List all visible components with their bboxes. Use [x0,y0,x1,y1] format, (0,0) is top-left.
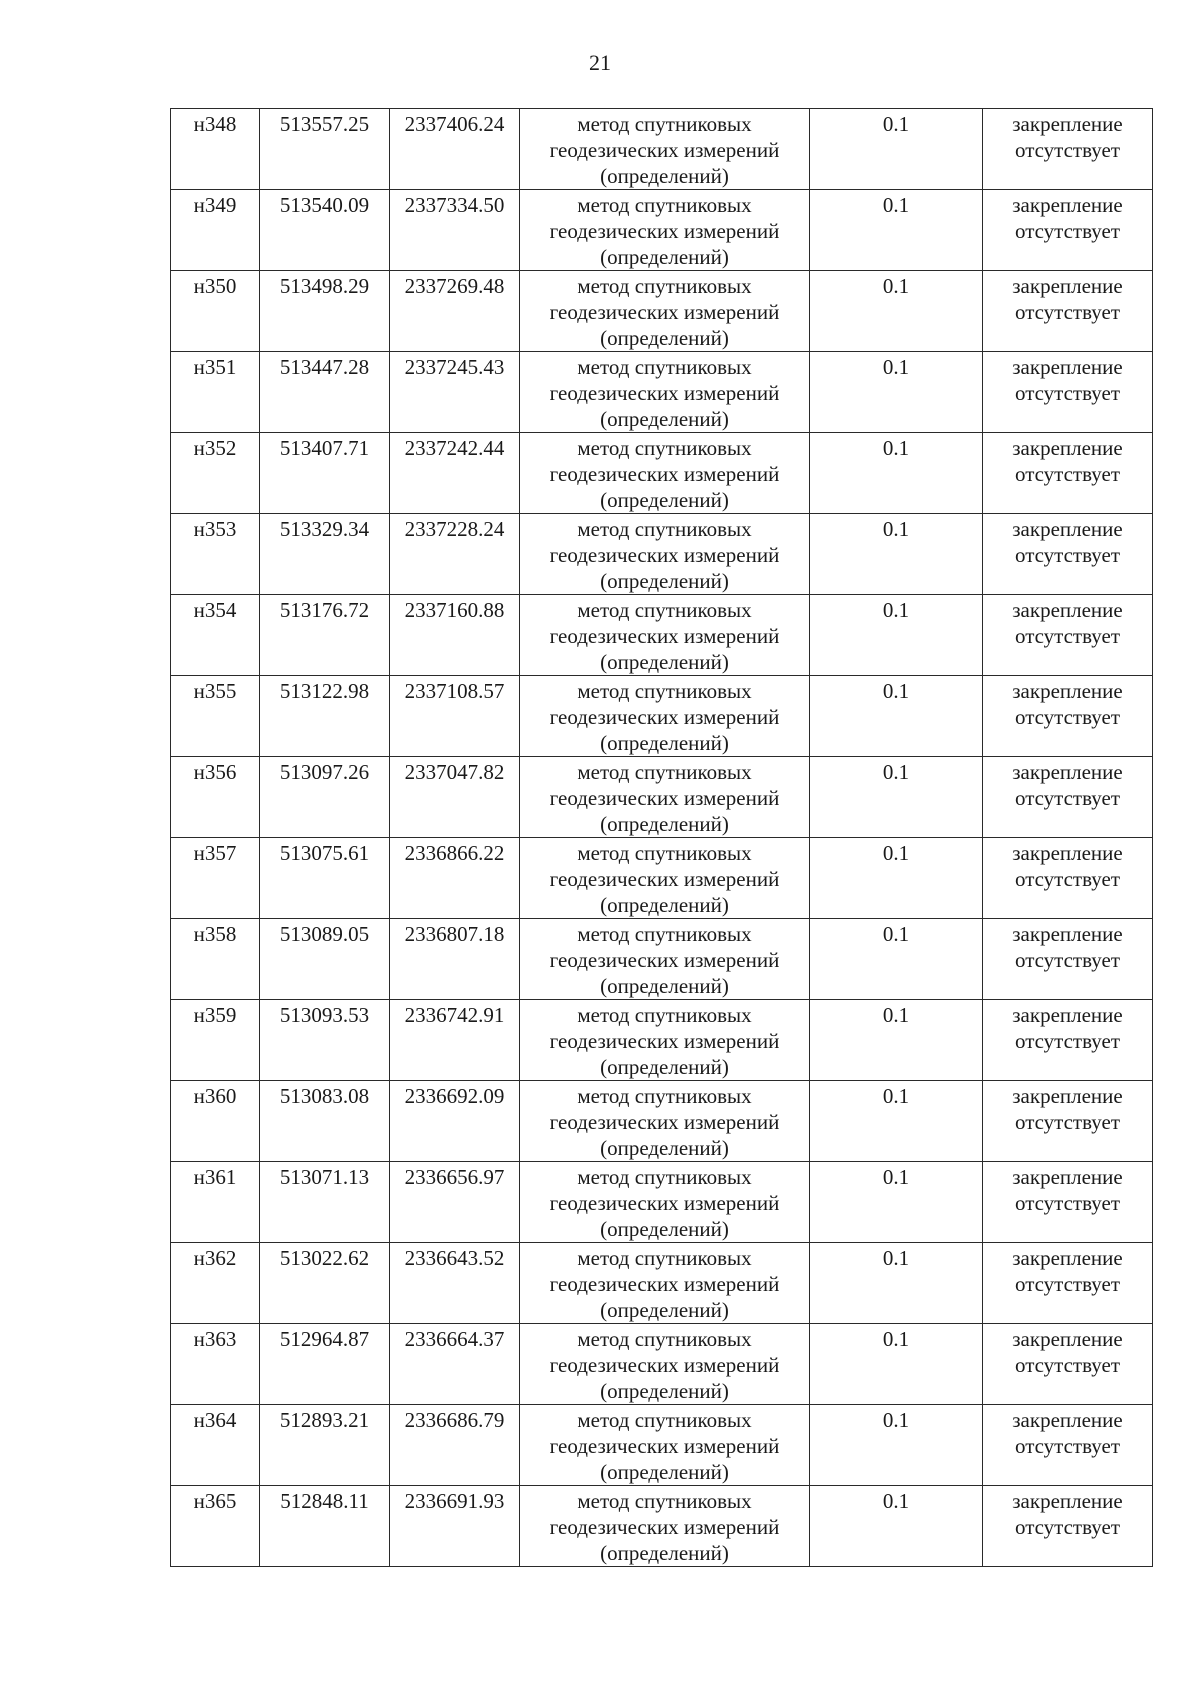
point-name-cell: н358 [171,919,260,1000]
point-name-cell: н351 [171,352,260,433]
coord-x-cell: 513022.62 [260,1243,390,1324]
fixing-cell: закрепление отсутствует [983,838,1153,919]
coordinates-table [170,108,1153,1567]
coord-x-cell: 513093.53 [260,1000,390,1081]
coord-y-cell: 2336742.91 [390,1000,520,1081]
method-cell: метод спутниковых геодезических измерений (определений) [520,1000,810,1081]
method-cell: метод спутниковых геодезических измерений (определений) [520,1486,810,1567]
coord-x-cell: 512893.21 [260,1405,390,1486]
method-cell: метод спутниковых геодезических измерений (определений) [520,919,810,1000]
point-name-cell: н357 [171,838,260,919]
table-row [171,757,1153,838]
coord-x-cell: 513329.34 [260,514,390,595]
accuracy-cell: 0.1 [810,1405,983,1486]
point-name-cell: н361 [171,1162,260,1243]
coord-y-cell: 2337269.48 [390,271,520,352]
table-row [171,271,1153,352]
coord-y-cell: 2337334.50 [390,190,520,271]
coordinates-table-body [171,109,1153,1567]
table-row [171,190,1153,271]
coord-x-cell: 513407.71 [260,433,390,514]
method-cell: метод спутниковых геодезических измерений (определений) [520,838,810,919]
accuracy-cell: 0.1 [810,595,983,676]
table-row [171,1243,1153,1324]
coord-x-cell: 512964.87 [260,1324,390,1405]
coord-y-cell: 2336656.97 [390,1162,520,1243]
coord-x-cell: 513557.25 [260,109,390,190]
table-row [171,109,1153,190]
fixing-cell: закрепление отсутствует [983,1243,1153,1324]
coord-y-cell: 2336686.79 [390,1405,520,1486]
accuracy-cell: 0.1 [810,1243,983,1324]
accuracy-cell: 0.1 [810,1000,983,1081]
point-name-cell: н363 [171,1324,260,1405]
coord-x-cell: 512848.11 [260,1486,390,1567]
accuracy-cell: 0.1 [810,190,983,271]
table-row [171,919,1153,1000]
point-name-cell: н360 [171,1081,260,1162]
coord-x-cell: 513176.72 [260,595,390,676]
coord-y-cell: 2336691.93 [390,1486,520,1567]
table-row [171,1486,1153,1567]
method-cell: метод спутниковых геодезических измерений (определений) [520,1405,810,1486]
coord-x-cell: 513540.09 [260,190,390,271]
coord-x-cell: 513447.28 [260,352,390,433]
accuracy-cell: 0.1 [810,1486,983,1567]
accuracy-cell: 0.1 [810,838,983,919]
fixing-cell: закрепление отсутствует [983,595,1153,676]
point-name-cell: н356 [171,757,260,838]
method-cell: метод спутниковых геодезических измерений (определений) [520,514,810,595]
table-row [171,676,1153,757]
fixing-cell: закрепление отсутствует [983,757,1153,838]
coord-x-cell: 513122.98 [260,676,390,757]
coord-y-cell: 2337108.57 [390,676,520,757]
fixing-cell: закрепление отсутствует [983,1162,1153,1243]
table-row [171,838,1153,919]
table-row [171,352,1153,433]
coord-x-cell: 513075.61 [260,838,390,919]
coord-y-cell: 2337245.43 [390,352,520,433]
accuracy-cell: 0.1 [810,514,983,595]
method-cell: метод спутниковых геодезических измерений (определений) [520,190,810,271]
coord-y-cell: 2336692.09 [390,1081,520,1162]
coord-x-cell: 513071.13 [260,1162,390,1243]
point-name-cell: н353 [171,514,260,595]
fixing-cell: закрепление отсутствует [983,352,1153,433]
coord-y-cell: 2337406.24 [390,109,520,190]
accuracy-cell: 0.1 [810,919,983,1000]
method-cell: метод спутниковых геодезических измерений (определений) [520,1162,810,1243]
method-cell: метод спутниковых геодезических измерений (определений) [520,271,810,352]
fixing-cell: закрепление отсутствует [983,1486,1153,1567]
fixing-cell: закрепление отсутствует [983,1081,1153,1162]
point-name-cell: н352 [171,433,260,514]
accuracy-cell: 0.1 [810,109,983,190]
fixing-cell: закрепление отсутствует [983,433,1153,514]
fixing-cell: закрепление отсутствует [983,514,1153,595]
coord-x-cell: 513498.29 [260,271,390,352]
point-name-cell: н354 [171,595,260,676]
coord-y-cell: 2336866.22 [390,838,520,919]
table-row [171,1405,1153,1486]
fixing-cell: закрепление отсутствует [983,109,1153,190]
method-cell: метод спутниковых геодезических измерений (определений) [520,676,810,757]
coord-x-cell: 513097.26 [260,757,390,838]
method-cell: метод спутниковых геодезических измерений (определений) [520,757,810,838]
coord-y-cell: 2337228.24 [390,514,520,595]
fixing-cell: закрепление отсутствует [983,919,1153,1000]
accuracy-cell: 0.1 [810,676,983,757]
coord-x-cell: 513083.08 [260,1081,390,1162]
point-name-cell: н349 [171,190,260,271]
accuracy-cell: 0.1 [810,1081,983,1162]
coord-y-cell: 2336807.18 [390,919,520,1000]
coord-y-cell: 2337160.88 [390,595,520,676]
table-row [171,1324,1153,1405]
method-cell: метод спутниковых геодезических измерений (определений) [520,109,810,190]
coord-y-cell: 2336643.52 [390,1243,520,1324]
accuracy-cell: 0.1 [810,1162,983,1243]
table-row [171,1081,1153,1162]
accuracy-cell: 0.1 [810,1324,983,1405]
method-cell: метод спутниковых геодезических измерений (определений) [520,595,810,676]
accuracy-cell: 0.1 [810,757,983,838]
accuracy-cell: 0.1 [810,433,983,514]
fixing-cell: закрепление отсутствует [983,1000,1153,1081]
page-number: 21 [589,50,611,75]
point-name-cell: н365 [171,1486,260,1567]
point-name-cell: н359 [171,1000,260,1081]
coord-y-cell: 2337047.82 [390,757,520,838]
fixing-cell: закрепление отсутствует [983,676,1153,757]
table-row [171,1000,1153,1081]
point-name-cell: н355 [171,676,260,757]
method-cell: метод спутниковых геодезических измерений (определений) [520,1243,810,1324]
accuracy-cell: 0.1 [810,271,983,352]
point-name-cell: н348 [171,109,260,190]
point-name-cell: н350 [171,271,260,352]
accuracy-cell: 0.1 [810,352,983,433]
fixing-cell: закрепление отсутствует [983,271,1153,352]
point-name-cell: н364 [171,1405,260,1486]
point-name-cell: н362 [171,1243,260,1324]
fixing-cell: закрепление отсутствует [983,1405,1153,1486]
method-cell: метод спутниковых геодезических измерений (определений) [520,1081,810,1162]
table-row [171,595,1153,676]
table-row [171,1162,1153,1243]
coord-x-cell: 513089.05 [260,919,390,1000]
method-cell: метод спутниковых геодезических измерений (определений) [520,352,810,433]
fixing-cell: закрепление отсутствует [983,190,1153,271]
table-row [171,433,1153,514]
method-cell: метод спутниковых геодезических измерений (определений) [520,433,810,514]
fixing-cell: закрепление отсутствует [983,1324,1153,1405]
coord-y-cell: 2336664.37 [390,1324,520,1405]
method-cell: метод спутниковых геодезических измерений (определений) [520,1324,810,1405]
coord-y-cell: 2337242.44 [390,433,520,514]
table-row [171,514,1153,595]
